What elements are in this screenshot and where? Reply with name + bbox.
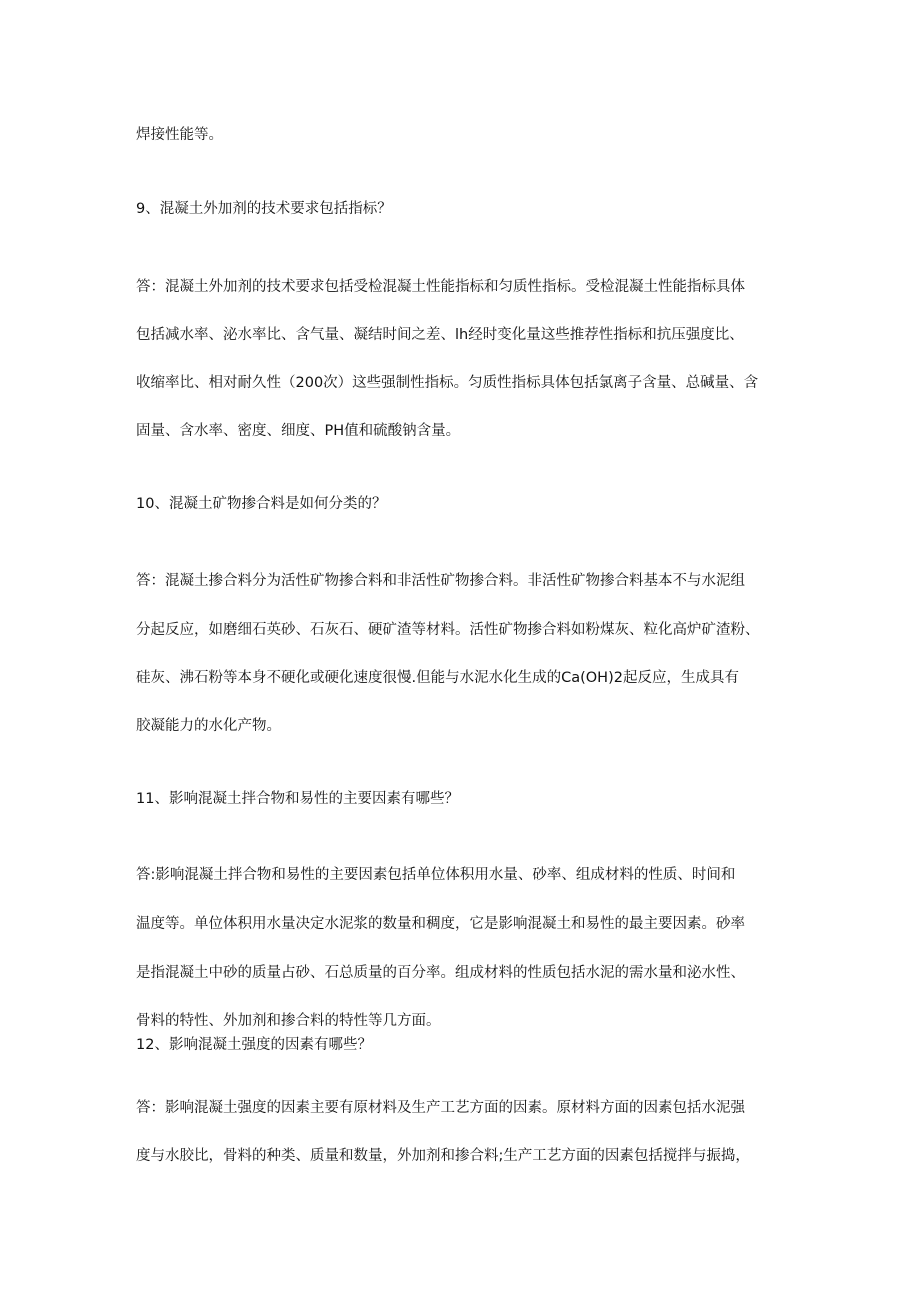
answer-line: 温度等。单位体积用水量决定水泥浆的数量和稠度，它是影响混凝土和易性的最主要因素。砂率 [136, 916, 745, 932]
question-heading-11: 11、影响混凝土拌合物和易性的主要因素有哪些？ [136, 791, 459, 807]
question-heading-10: 10、混凝土矿物掺合料是如何分类的？ [136, 496, 387, 512]
answer-line: 收缩率比、相对耐久性（200次）这些强制性指标。匀质性指标具体包括氯离子含量、总碱量、含 [136, 375, 759, 391]
answer-line: 答：混凝土掺合料分为活性矿物掺合料和非活性矿物掺合料。非活性矿物掺合料基本不与水泥组 [136, 573, 745, 589]
question-heading-12: 12、影响混凝土强度的因素有哪些？ [136, 1037, 372, 1053]
answer-line: 答:影响混凝土拌合物和易性的主要因素包括单位体积用水量、砂率、组成材料的性质、时间和 [136, 867, 736, 883]
answer-line: 分起反应，如磨细石英砂、石灰石、硬矿渣等材料。活性矿物掺合料如粉煤灰、粒化高炉矿渣粉、 [136, 622, 760, 638]
question-heading-9: 9、混凝土外加剂的技术要求包括指标？ [136, 201, 392, 217]
answer-line: 胶凝能力的水化产物。 [136, 718, 281, 734]
answer-line: 度与水胶比，骨料的种类、质量和数量，外加剂和掺合料;生产工艺方面的因素包括搅拌与振捣， [136, 1148, 750, 1164]
answer-line: 骨料的特性、外加剂和掺合料的特性等几方面。 [136, 1013, 441, 1029]
answer-line: 包括减水率、泌水率比、含气量、凝结时间之差、lh经时变化量这些推荐性指标和抗压强度比、 [136, 327, 744, 343]
answer-line: 答：混凝土外加剂的技术要求包括受检混凝土性能指标和匀质性指标。受检混凝土性能指标具体 [136, 279, 745, 295]
answer-line: 答：影响混凝土强度的因素主要有原材料及生产工艺方面的因素。原材料方面的因素包括水泥强 [136, 1100, 745, 1116]
text-line: 焊接性能等。 [136, 127, 223, 143]
answer-line: 固量、含水率、密度、细度、PH值和硫酸钠含量。 [136, 423, 461, 439]
answer-line: 硅灰、沸石粉等本身不硬化或硬化速度很慢.但能与水泥水化生成的Ca(OH)2起反应，生成具有 [136, 670, 739, 686]
answer-line: 是指混凝土中砂的质量占砂、石总质量的百分率。组成材料的性质包括水泥的需水量和泌水性、 [136, 965, 745, 981]
